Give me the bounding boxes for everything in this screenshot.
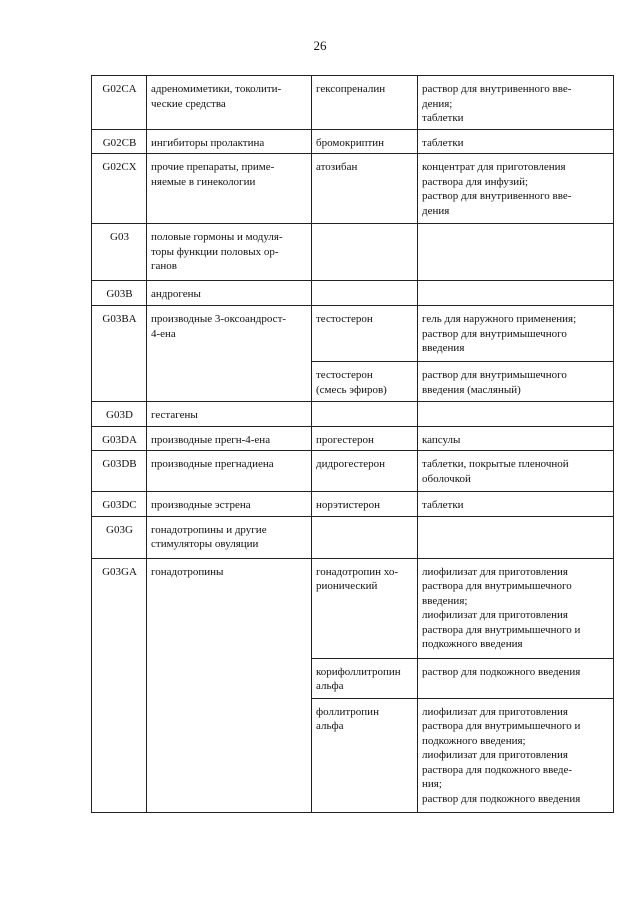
dosage-form-cell-line: раствор для внутримышечного: [422, 327, 567, 340]
group-cell-line: прочие препараты, приме-: [151, 161, 275, 173]
inn-cell: [312, 76, 418, 130]
dosage-form-cell: [418, 154, 614, 224]
inn-cell: [312, 281, 418, 306]
atc-code-cell: G03GA: [92, 558, 147, 812]
group-cell: [147, 558, 312, 812]
dosage-form-cell: [418, 281, 614, 306]
inn-cell-line: бромокриптин: [316, 136, 385, 149]
group-cell: [147, 426, 312, 451]
dosage-form-cell-line: таблетки: [422, 112, 464, 124]
atc-code-cell: G03DB: [92, 451, 147, 492]
table-row: [92, 426, 614, 451]
group-cell-line: половые гормоны и модуля-: [151, 231, 283, 243]
inn-cell-line: корифоллитропин: [316, 665, 401, 678]
group-cell-line: андрогены: [151, 288, 201, 300]
group-cell: [147, 516, 312, 558]
dosage-form-cell-line: дения: [422, 204, 450, 217]
inn-cell-line: атозибан: [316, 161, 358, 173]
atc-code-cell: G02CB: [92, 129, 147, 154]
group-cell-line: гонадотропины: [151, 565, 224, 578]
inn-cell-line: альфа: [316, 680, 344, 692]
dosage-form-cell-line: таблетки: [422, 136, 464, 149]
inn-cell-line: фоллитропин: [316, 705, 379, 718]
table-row: [92, 224, 614, 281]
dosage-form-cell-line: раствор для подкожного введения: [422, 792, 581, 805]
atc-code-cell: G03D: [92, 402, 147, 427]
group-cell-line: производные прегн-4-ена: [151, 433, 271, 446]
dosage-form-cell-line: лиофилизат для приготовления: [422, 565, 568, 578]
dosage-form-cell: [418, 224, 614, 281]
group-cell: [147, 281, 312, 306]
inn-cell: [312, 129, 418, 154]
dosage-form-cell-line: таблетки, покрытые пленочной: [422, 458, 569, 470]
dosage-form-cell-line: лиофилизат для приготовления: [422, 749, 568, 761]
dosage-form-cell-line: раствора для инфузий;: [422, 175, 529, 188]
inn-cell-line: альфа: [316, 720, 344, 732]
dosage-form-cell-line: раствор для внутримышечного: [422, 369, 567, 381]
atc-code-cell: G03G: [92, 516, 147, 558]
dosage-form-cell-line: подкожного введения;: [422, 734, 526, 747]
group-cell: [147, 306, 312, 402]
inn-cell: [312, 658, 418, 698]
table-row: [92, 402, 614, 427]
dosage-form-cell: [418, 658, 614, 698]
dosage-form-cell: [418, 362, 614, 402]
group-cell: [147, 492, 312, 517]
group-cell: [147, 224, 312, 281]
atc-code-cell: G03BA: [92, 306, 147, 402]
dosage-form-cell-line: раствора для внутримышечного и: [422, 623, 581, 636]
inn-cell-line: прогестерон: [316, 433, 374, 446]
atc-code-cell: G03B: [92, 281, 147, 306]
dosage-form-cell-line: дения;: [422, 97, 453, 110]
table-row: [92, 129, 614, 154]
dosage-form-cell-line: таблетки: [422, 499, 464, 511]
dosage-form-cell-line: капсулы: [422, 433, 461, 446]
dosage-form-cell-line: раствора для подкожного введе-: [422, 763, 573, 776]
dosage-form-cell-line: лиофилизат для приготовления: [422, 705, 568, 718]
group-cell-line: ингибиторы пролактина: [151, 136, 265, 149]
dosage-form-cell: [418, 558, 614, 658]
dosage-form-cell-line: раствор для внутривенного вве-: [422, 83, 572, 95]
inn-cell: [312, 154, 418, 224]
inn-cell-line: норэтистерон: [316, 499, 381, 511]
atc-code-cell: G03DA: [92, 426, 147, 451]
group-cell-line: гестагены: [151, 409, 198, 421]
inn-cell-line: тестостерон: [316, 369, 373, 381]
dosage-form-cell-line: введения: [422, 342, 465, 354]
inn-cell-line: (смесь эфиров): [316, 383, 387, 396]
inn-cell: [312, 558, 418, 658]
table-row: [92, 281, 614, 306]
group-cell-line: стимуляторы овуляции: [151, 538, 259, 550]
table-row: [92, 154, 614, 224]
inn-cell-line: гонадотропин хо-: [316, 565, 399, 578]
table-row: [92, 492, 614, 517]
inn-cell: [312, 492, 418, 517]
dosage-form-cell-line: ния;: [422, 778, 442, 790]
dosage-form-cell-line: концентрат для приготовления: [422, 161, 566, 173]
inn-cell-line: гексопреналин: [316, 83, 386, 95]
atc-code-cell: G03: [92, 224, 147, 281]
dosage-form-cell-line: раствора для внутримышечного: [422, 580, 572, 592]
inn-cell: [312, 362, 418, 402]
group-cell-line: 4-ена: [151, 327, 176, 340]
dosage-form-cell: [418, 402, 614, 427]
group-cell: [147, 129, 312, 154]
dosage-form-cell-line: оболочкой: [422, 472, 471, 485]
inn-cell: [312, 402, 418, 427]
group-cell: [147, 451, 312, 492]
inn-cell-line: дидрогестерон: [316, 458, 386, 470]
dosage-form-cell-line: раствор для подкожного введения: [422, 665, 581, 678]
page-number: 26: [313, 38, 327, 53]
group-cell: [147, 76, 312, 130]
dosage-form-cell-line: гель для наружного применения;: [422, 313, 577, 325]
table-row: [92, 516, 614, 558]
dosage-form-cell: [418, 426, 614, 451]
inn-cell-line: тестостерон: [316, 313, 373, 325]
group-cell-line: адреномиметики, токолити-: [151, 83, 282, 95]
group-cell-line: торы функции половых ор-: [151, 245, 279, 258]
inn-cell: [312, 426, 418, 451]
group-cell-line: производные эстрена: [151, 499, 251, 511]
dosage-form-cell-line: раствор для внутривенного вве-: [422, 190, 572, 202]
group-cell-line: ческие средства: [151, 97, 226, 110]
dosage-form-cell: [418, 516, 614, 558]
inn-cell: [312, 306, 418, 362]
inn-cell: [312, 516, 418, 558]
dosage-form-cell-line: подкожного введения: [422, 638, 523, 650]
atc-code-cell: G02CA: [92, 76, 147, 130]
inn-cell: [312, 451, 418, 492]
inn-cell: [312, 698, 418, 812]
dosage-form-cell-line: введения (масляный): [422, 383, 521, 396]
dosage-form-cell: [418, 76, 614, 130]
group-cell-line: няемые в гинекологии: [151, 175, 256, 188]
dosage-form-cell: [418, 492, 614, 517]
atc-code-cell: G02CX: [92, 154, 147, 224]
table-row: [92, 558, 614, 658]
dosage-form-cell: [418, 306, 614, 362]
dosage-form-cell: [418, 451, 614, 492]
group-cell-line: производные 3-оксоандрост-: [151, 313, 287, 325]
group-cell-line: производные прегнадиена: [151, 458, 274, 470]
group-cell-line: ганов: [151, 260, 177, 272]
group-cell: [147, 154, 312, 224]
inn-cell: [312, 224, 418, 281]
inn-cell-line: рионический: [316, 580, 378, 592]
table-row: [92, 306, 614, 362]
drug-table-body: [92, 76, 614, 813]
table-row: [92, 451, 614, 492]
table-row: [92, 76, 614, 130]
group-cell: [147, 402, 312, 427]
atc-code-cell: G03DC: [92, 492, 147, 517]
dosage-form-cell: [418, 129, 614, 154]
dosage-form-cell-line: введения;: [422, 594, 468, 607]
dosage-form-cell-line: лиофилизат для приготовления: [422, 609, 568, 621]
group-cell-line: гонадотропины и другие: [151, 523, 267, 536]
dosage-form-cell: [418, 698, 614, 812]
drug-table: [91, 75, 614, 813]
dosage-form-cell-line: раствора для внутримышечного и: [422, 720, 581, 732]
